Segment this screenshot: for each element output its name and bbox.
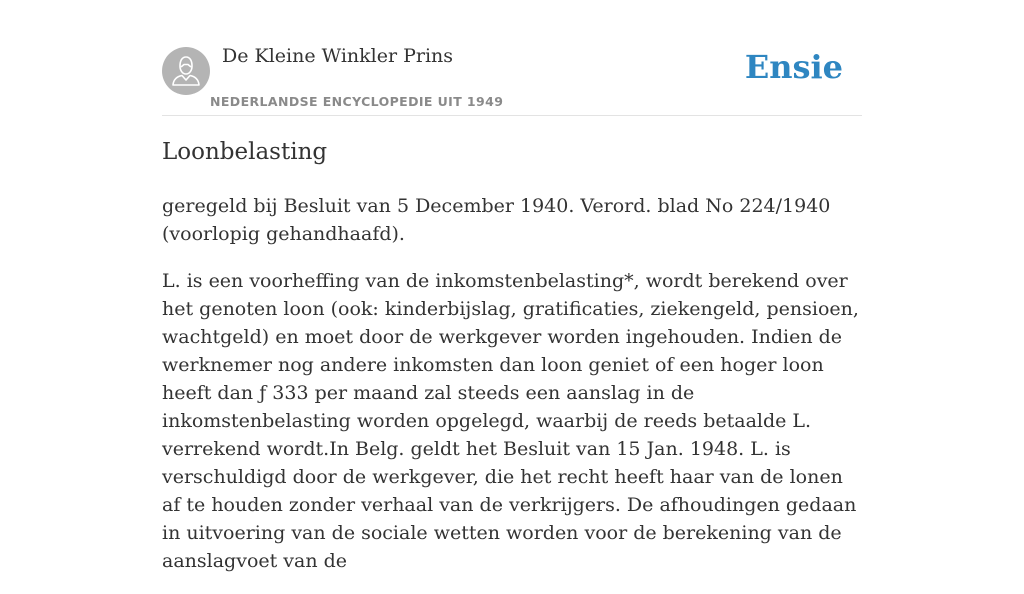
brand-logo-link[interactable]: Ensie [744,48,843,86]
header-divider [162,115,862,116]
source-avatar[interactable] [162,47,210,95]
article-title: Loonbelasting [162,139,328,165]
article-paragraph: L. is een voorheffing van de inkomstenbelasting*, wordt berekend over het genoten loon (ook: kinderbijslag, gratificaties, ziekengeld, pensioen, wachtgeld) en moet door de werkgever worden ingehouden. Indien de werknemer nog andere inkomsten dan loon geniet of een hoger loon heeft dan ƒ 333 per maand zal steeds een aanslag in de inkomstenbelasting worden opgelegd, waarbij de reeds betaalde L. verrekend wordt.In Belg. geldt het Besluit van 15 Jan. 1948. L. is verschuldigd door de werkgever, die het recht heeft haar van de lonen af te houden zonder verhaal van de verkrijgers. De afhoudingen gedaan in uitvoering van de sociale wetten worden voor de berekening van de aanslagvoet van de [162,270,859,572]
article-paragraph: geregeld bij Besluit van 5 December 1940. Verord. blad No 224/1940 (voorlopig gehandhaafd). [162,195,831,245]
source-title[interactable]: De Kleine Winkler Prins [222,45,454,67]
source-subtitle: NEDERLANDSE ENCYCLOPEDIE UIT 1949 [210,94,504,109]
user-placeholder-icon [162,47,210,95]
article-body [162,192,862,594]
